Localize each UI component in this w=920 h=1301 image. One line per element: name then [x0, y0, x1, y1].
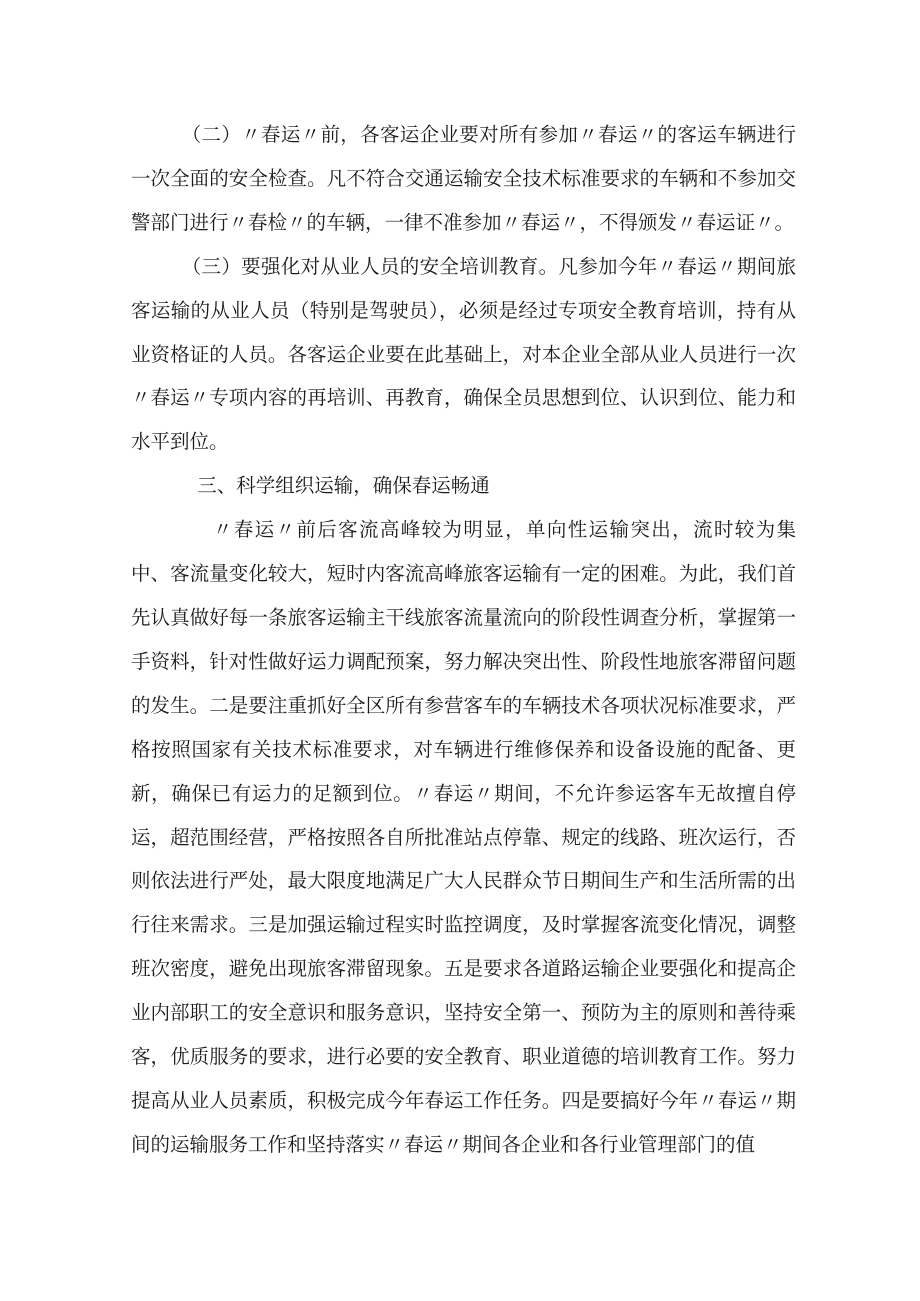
section-heading: 三、科学组织运输，确保春运畅通: [197, 474, 490, 498]
document-body: [131, 113, 796, 1167]
paragraph-vehicle-inspection: （二）〃春运〃前，各客运企业要对所有参加〃春运〃的客运车辆进行一次全面的安全检查。凡不符合交通运输安全技术标准要求的车辆和不参加交警部门进行〃春检〃的车辆，一律不准参加〃春运〃，不得颁发〃春运证〃。: [131, 123, 796, 234]
paragraph-transport-organization: 〃春运〃前后客流高峰较为明显，单向性运输突出，流时较为集中、客流量变化较大，短时内客流高峰旅客运输有一定的困难。为此，我们首先认真做好每一条旅客运输主干线旅客流量流向的阶段性调查分析，掌握第一手资料，针对性做好运力调配预案，努力解决突出性、阶段性地旅客滞留问题的发生。二是要注重抓好全区所有参营客车的车辆技术各项状况标准要求，严格按照国家有关技术标准要求，对车辆进行维修保养和设备设施的配备、更新，确保已有运力的足额到位。〃春运〃期间，不允许参运客车无故擅自停运，超范围经营，严格按照各自所批准站点停靠、规定的线路、班次运行，否则依法进行严处，最大限度地满足广大人民群众节日期间生产和生活所需的出行往来需求。三是加强运输过程实时监控调度，及时掌握客流变化情况，调整班次密度，避免出现旅客滞留现象。五是要求各道路运输企业要强化和提高企业内部职工的安全意识和服务意识，坚持安全第一、预防为主的原则和善待乘客，优质服务的要求，进行必要的安全教育、职业道德的培训教育工作。努力提高从业人员素质，积极完成今年春运工作任务。四是要搞好今年〃春运〃期间的运输服务工作和坚持落实〃春运〃期间各企业和各行业管理部门的值: [131, 518, 796, 1156]
paragraph-staff-training: （三）要强化对从业人员的安全培训教育。凡参加今年〃春运〃期间旅客运输的从业人员（特别是驾驶员），必须是经过专项安全教育培训，持有从业资格证的人员。各客运企业要在此基础上，对本企业全部从业人员进行一次〃春运〃专项内容的再培训、再教育，确保全员思想到位、认识到位、能力和水平到位。: [131, 254, 796, 454]
